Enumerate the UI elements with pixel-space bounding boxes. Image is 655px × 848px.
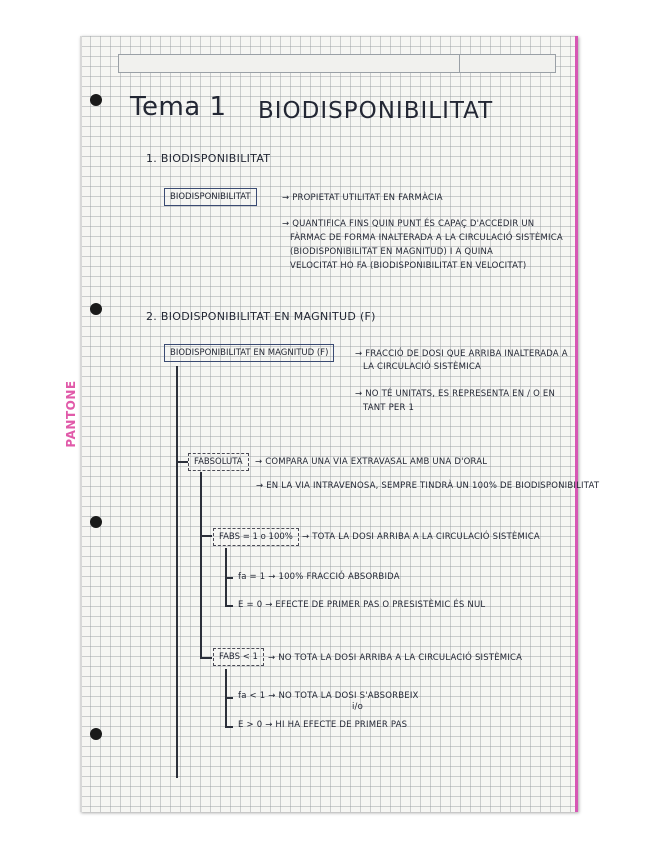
section1-concept-box: BIODISPONIBILITAT bbox=[164, 188, 257, 206]
fabsoluta-box: FABSOLUTA bbox=[188, 453, 249, 471]
page-subtitle: BIODISPONIBILITAT bbox=[258, 98, 494, 124]
fabsoluta-note1: → COMPARA UNA VIA EXTRAVASAL AMB UNA D'ORAL bbox=[255, 457, 488, 467]
binder-hole-icon bbox=[90, 94, 102, 106]
tree-case1-sub2 bbox=[225, 605, 233, 607]
case2-sub1: fa < 1 → NO TOTA LA DOSI S'ABSORBEIX bbox=[238, 691, 419, 701]
binder-hole-icon bbox=[90, 303, 102, 315]
tree-branch-fabs bbox=[176, 461, 188, 463]
section2-note1-line2: LA CIRCULACIÓ SISTÈMICA bbox=[363, 362, 482, 372]
tree-case2-sub1 bbox=[225, 697, 233, 699]
case1-box: FABS = 1 o 100% bbox=[213, 528, 299, 546]
section2-concept-box: BIODISPONIBILITAT EN MAGNITUD (F) bbox=[164, 344, 334, 362]
case1-sub1: fa = 1 → 100% FRACCIÓ ABSORBIDA bbox=[238, 572, 400, 582]
tree-case2-sub2 bbox=[225, 726, 233, 728]
tree-main-line bbox=[176, 366, 178, 778]
section1-note1: → PROPIETAT UTILITAT EN FARMÀCIA bbox=[282, 193, 443, 203]
case2-sub2: E > 0 → HI HA EFECTE DE PRIMER PAS bbox=[238, 720, 408, 730]
section1-note2-line4: VELOCITAT HO FA (BIODISPONIBILITAT EN VELOCITAT) bbox=[290, 261, 527, 271]
tree-fabs-line bbox=[200, 472, 202, 658]
section1-note2-line2: FÀRMAC DE FORMA INALTERADA A LA CIRCULACIÓ SISTÈMICA bbox=[290, 233, 563, 243]
case1-sub2: E = 0 → EFECTE DE PRIMER PAS O PRESISTÈMIC ÉS NUL bbox=[238, 600, 486, 610]
section2-heading: 2. BIODISPONIBILITAT EN MAGNITUD (F) bbox=[146, 310, 376, 323]
case2-sub1-extra: i/o bbox=[352, 702, 364, 712]
section2-note1-line1: → FRACCIÓ DE DOSI QUE ARRIBA INALTERADA A bbox=[355, 349, 568, 359]
page-title: Tema 1 bbox=[130, 92, 227, 122]
section2-note2-line1: → NO TÉ UNITATS, ES REPRESENTA EN / O EN bbox=[355, 389, 556, 399]
tree-branch-case1 bbox=[200, 535, 212, 537]
binder-hole-icon bbox=[90, 728, 102, 740]
page-pink-edge bbox=[575, 36, 578, 812]
section1-heading: 1. BIODISPONIBILITAT bbox=[146, 152, 271, 165]
binder-hole-icon bbox=[90, 516, 102, 528]
case2-box: FABS < 1 bbox=[213, 648, 264, 666]
tree-branch-case2 bbox=[200, 657, 212, 659]
header-box bbox=[118, 54, 556, 73]
case2-note: → NO TOTA LA DOSI ARRIBA A LA CIRCULACIÓ SISTÈMICA bbox=[268, 653, 523, 663]
tree-case1-sub1 bbox=[225, 577, 233, 579]
fabsoluta-note2: → EN LA VIA INTRAVENOSA, SEMPRE TINDRÀ UN 100% DE BIODISPONIBILITAT bbox=[256, 481, 600, 491]
section1-note2-line3: (BIODISPONIBILITAT EN MAGNITUD) I A QUINA bbox=[290, 247, 494, 257]
section1-note2-line1: → QUANTIFICA FINS QUIN PUNT ÉS CAPAÇ D'ACCEDIR UN bbox=[282, 219, 535, 229]
header-divider bbox=[459, 55, 460, 72]
section2-note2-line2: TANT PER 1 bbox=[363, 403, 415, 413]
brand-label: PANTONE bbox=[64, 380, 78, 448]
page-left-edge bbox=[80, 36, 82, 812]
case1-note: → TOTA LA DOSI ARRIBA A LA CIRCULACIÓ SISTÈMICA bbox=[302, 532, 540, 542]
